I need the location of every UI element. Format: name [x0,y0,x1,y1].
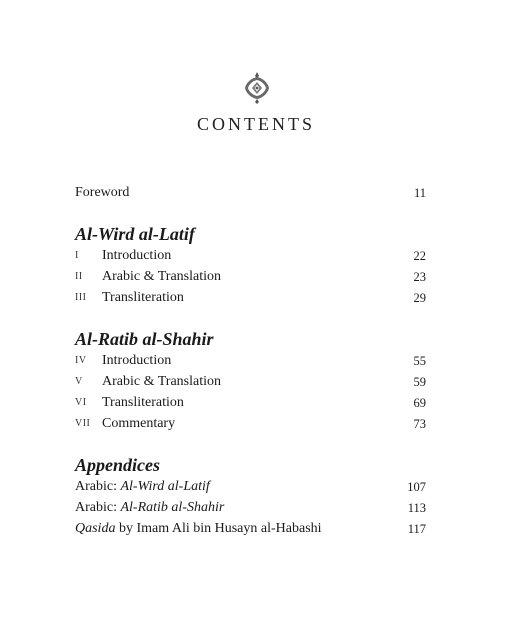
entry-label [75,498,224,518]
entry-italic-title: Al-Wird al-Latif [120,479,210,494]
entry-label [75,477,210,497]
toc-entry-foreword[interactable] [75,183,426,203]
entry-label: Commentary [102,416,176,431]
page-number: 107 [407,480,426,494]
page-number: 73 [413,417,426,431]
entry-suffix: by Imam Ali bin Husayn al-Habashi [115,521,322,536]
page-number: 117 [407,522,426,536]
roman-numeral: II [75,271,83,282]
entry-label: Arabic & Translation [102,269,221,284]
section-heading-appendices: Appendices [75,455,160,475]
page-number: 11 [413,186,426,200]
roman-numeral: V [75,376,83,387]
toc-entry[interactable] [75,414,426,434]
toc-entry-appendix[interactable] [75,519,426,539]
toc-entry[interactable] [75,267,426,287]
entry-label: Introduction [102,248,172,263]
toc-entry-appendix[interactable] [75,498,426,518]
toc-entry[interactable] [75,372,426,392]
section-heading-ratib: Al-Ratib al-Shahir [75,329,214,349]
ornament-icon [243,72,271,104]
roman-numeral: III [75,292,87,303]
section-heading-wird: Al-Wird al-Latif [75,224,195,244]
toc-entry-appendix[interactable] [75,477,426,497]
entry-label: Transliteration [102,395,184,410]
toc-entry[interactable] [75,246,426,266]
page-number: 113 [407,501,426,515]
page-title: CONTENTS [197,114,315,134]
entry-prefix: Arabic: [75,500,121,515]
entry-label: Transliteration [102,290,184,305]
roman-numeral: IV [75,355,87,366]
roman-numeral: VI [75,397,87,408]
entry-label: Introduction [102,353,172,368]
entry-label: Arabic & Translation [102,374,221,389]
entry-italic-title: Qasida [75,521,116,536]
page-number: 55 [413,354,426,368]
roman-numeral: I [75,250,79,261]
entry-label: Foreword [75,185,130,200]
toc-entry[interactable] [75,288,426,308]
entry-prefix: Arabic: [75,479,121,494]
toc-entry[interactable] [75,351,426,371]
entry-label [75,519,322,539]
entry-italic-title: Al-Ratib al-Shahir [120,500,225,515]
page-number: 59 [413,375,426,389]
page-number: 29 [413,291,426,305]
page-number: 22 [413,249,426,263]
roman-numeral: VII [75,418,91,429]
toc-entry[interactable] [75,393,426,413]
page-number: 69 [413,396,426,410]
page-number: 23 [413,270,426,284]
